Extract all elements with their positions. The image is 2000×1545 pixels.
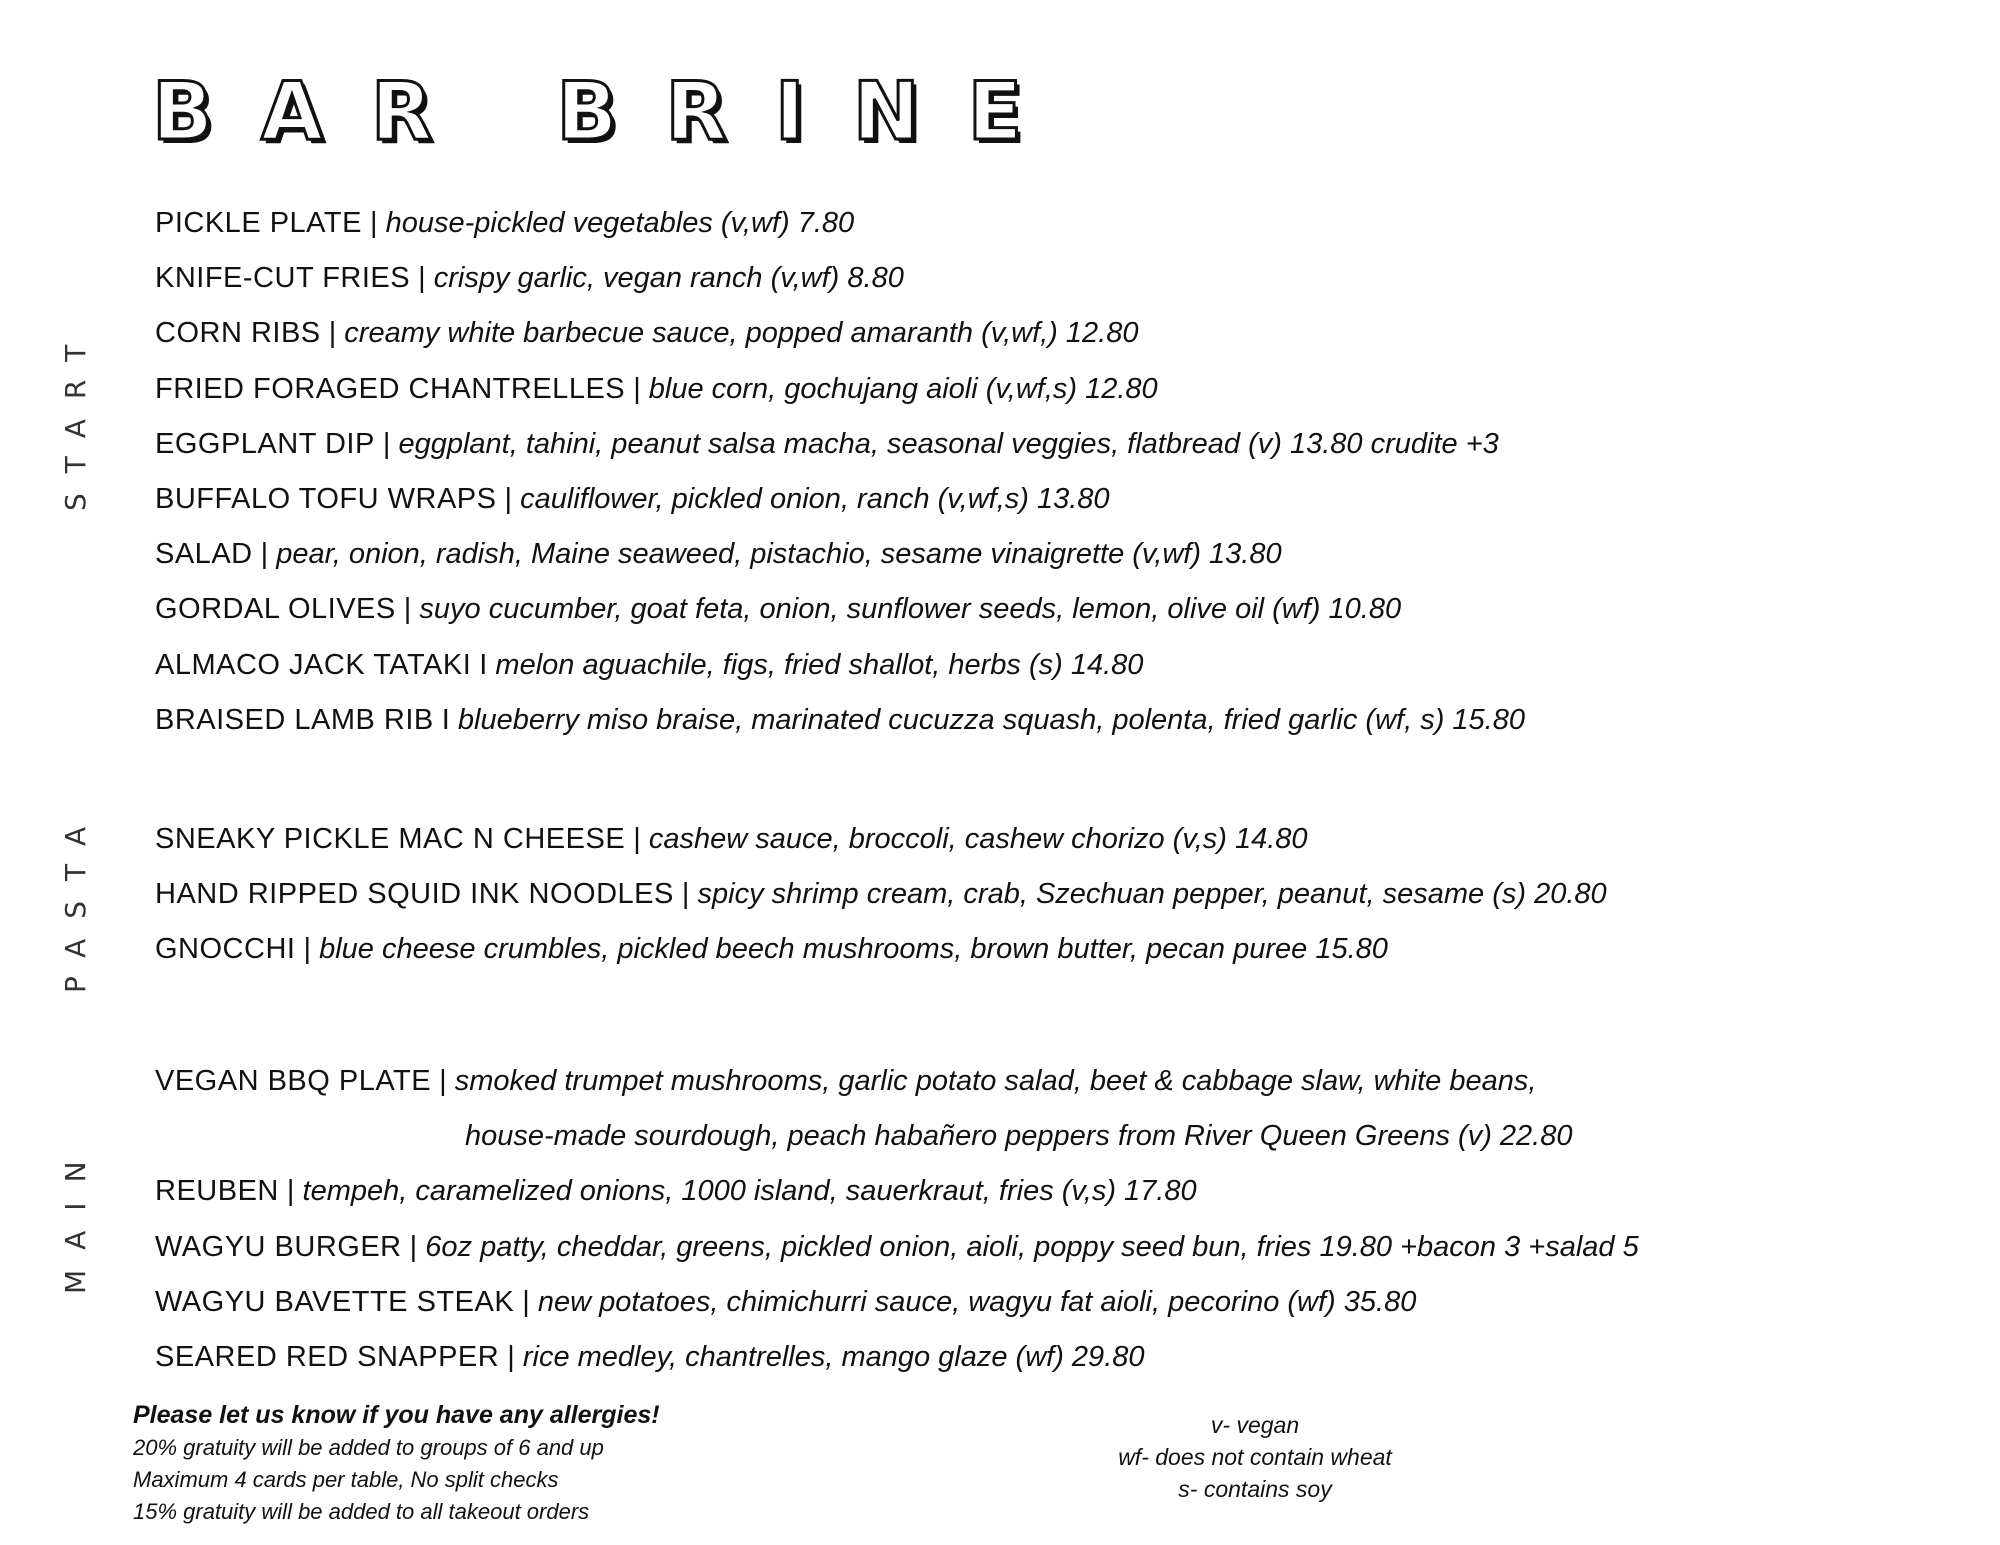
item-separator: | — [673, 878, 698, 911]
item-description: smoked trumpet mushrooms, garlic potato salad, beet & cabbage slaw, white beans, — [454, 1065, 1537, 1097]
item-separator: | — [499, 1341, 523, 1374]
item-description: suyo cucumber, goat feta, onion, sunflower seeds, lemon, olive oil (wf) 10.80 — [419, 593, 1402, 626]
item-separator: | — [401, 1230, 426, 1263]
item-description: tempeh, caramelized onions, 1000 island, sauerkraut, fries (v,s) 17.80 — [302, 1175, 1197, 1208]
item-separator: | — [431, 1065, 455, 1097]
menu-item — [155, 1330, 1639, 1385]
item-name: BRAISED LAMB RIB — [155, 703, 434, 736]
item-separator: I — [471, 648, 496, 681]
legend-line: wf- does not contain wheat — [1118, 1444, 1392, 1470]
start-menu-list — [155, 196, 1525, 748]
item-name: VEGAN BBQ PLATE — [155, 1065, 432, 1097]
pasta-menu-list — [155, 812, 1607, 978]
menu-item — [155, 922, 1607, 977]
item-separator: | — [252, 538, 277, 571]
menu-item — [155, 527, 1525, 582]
item-separator: | — [361, 207, 386, 239]
menu-item — [155, 1220, 1639, 1275]
menu-item-continuation — [155, 1109, 1639, 1164]
item-name: KNIFE-CUT FRIES — [155, 262, 411, 295]
item-name: SNEAKY PICKLE MAC N CHEESE — [155, 823, 626, 855]
item-separator: | — [295, 933, 320, 966]
section-label-main: MAIN — [59, 1141, 92, 1295]
menu-item — [155, 867, 1607, 922]
item-description: creamy white barbecue sauce, popped amaranth (v,wf,) 12.80 — [344, 317, 1139, 350]
menu-item — [155, 362, 1525, 417]
item-separator: | — [410, 262, 434, 295]
menu-item — [155, 812, 1607, 867]
item-description: spicy shrimp cream, crab, Szechuan pepper, peanut, sesame (s) 20.80 — [697, 878, 1607, 911]
menu-item — [155, 693, 1525, 748]
item-description: blue corn, gochujang aioli (v,wf,s) 12.80 — [648, 372, 1158, 405]
allergy-note: Please let us know if you have any allergies! — [133, 1401, 660, 1429]
dietary-legend — [1055, 1409, 1455, 1505]
menu-item — [155, 1275, 1639, 1330]
menu-item — [155, 251, 1525, 306]
item-description: house-made sourdough, peach habañero peppers from River Queen Greens (v) 22.80 — [465, 1120, 1573, 1153]
menu-item — [155, 417, 1525, 472]
item-name: GNOCCHI — [155, 933, 296, 966]
item-name: CORN RIBS — [155, 317, 321, 350]
item-name: SALAD — [155, 538, 253, 571]
section-label-pasta: PASTA — [59, 806, 92, 994]
menu-item — [155, 638, 1525, 693]
item-name: SEARED RED SNAPPER — [155, 1341, 500, 1374]
footer-notes — [133, 1398, 660, 1528]
item-separator: | — [320, 317, 345, 350]
item-name: WAGYU BURGER — [155, 1230, 402, 1263]
section-label-start: START — [59, 324, 92, 512]
item-name: FRIED FORAGED CHANTRELLES — [155, 372, 626, 405]
policy-line: 15% gratuity will be added to all takeout orders — [133, 1499, 590, 1524]
item-description: crispy garlic, vegan ranch (v,wf) 8.80 — [433, 262, 904, 295]
menu-item — [155, 582, 1525, 637]
item-separator: | — [514, 1285, 538, 1318]
item-description: house-pickled vegetables (v,wf) 7.80 — [385, 207, 855, 239]
menu-item — [155, 1164, 1639, 1219]
policy-line: Maximum 4 cards per table, No split checks — [133, 1467, 559, 1492]
item-description: blueberry miso braise, marinated cucuzza squash, polenta, fried garlic (wf, s) 15.80 — [457, 703, 1525, 736]
item-description: blue cheese crumbles, pickled beech mushrooms, brown butter, pecan puree 15.80 — [319, 933, 1388, 966]
item-separator: | — [395, 593, 420, 626]
item-description: cauliflower, pickled onion, ranch (v,wf,s) 13.80 — [520, 483, 1110, 516]
item-separator: | — [278, 1175, 303, 1208]
item-description: cashew sauce, broccoli, cashew chorizo (v,s) 14.80 — [648, 823, 1308, 855]
item-name: EGGPLANT DIP — [155, 427, 375, 460]
restaurant-title: BAR BRINE — [152, 65, 1071, 158]
item-name: HAND RIPPED SQUID INK NOODLES — [155, 878, 674, 911]
item-name: GORDAL OLIVES — [155, 593, 396, 626]
main-menu-list — [155, 1054, 1639, 1385]
item-name: PICKLE PLATE — [155, 207, 362, 239]
legend-line: v- vegan — [1210, 1412, 1300, 1438]
item-separator: | — [374, 427, 399, 460]
item-separator: | — [625, 372, 649, 405]
item-name: BUFFALO TOFU WRAPS — [155, 483, 497, 516]
item-separator: | — [496, 483, 521, 516]
item-description: 6oz patty, cheddar, greens, pickled onion, aioli, poppy seed bun, fries 19.80 +bacon 3 +salad 5 — [425, 1230, 1639, 1263]
item-separator: I — [433, 703, 458, 736]
legend-line: s- contains soy — [1178, 1476, 1332, 1502]
policy-line: 20% gratuity will be added to groups of 6 and up — [133, 1435, 604, 1460]
item-name: WAGYU BAVETTE STEAK — [155, 1285, 515, 1318]
item-description: rice medley, chantrelles, mango glaze (wf) 29.80 — [522, 1341, 1145, 1374]
menu-item — [155, 196, 1525, 251]
menu-item — [155, 1054, 1639, 1109]
item-description: eggplant, tahini, peanut salsa macha, seasonal veggies, flatbread (v) 13.80 crudite +3 — [398, 427, 1499, 460]
item-description: pear, onion, radish, Maine seaweed, pistachio, sesame vinaigrette (v,wf) 13.80 — [276, 538, 1282, 571]
menu-item — [155, 472, 1525, 527]
item-description: new potatoes, chimichurri sauce, wagyu fat aioli, pecorino (wf) 35.80 — [537, 1285, 1417, 1318]
item-separator: | — [625, 823, 649, 855]
item-name: REUBEN — [155, 1175, 279, 1208]
menu-item — [155, 306, 1525, 361]
item-description: melon aguachile, figs, fried shallot, herbs (s) 14.80 — [495, 648, 1144, 681]
item-name: ALMACO JACK TATAKI — [155, 648, 472, 681]
